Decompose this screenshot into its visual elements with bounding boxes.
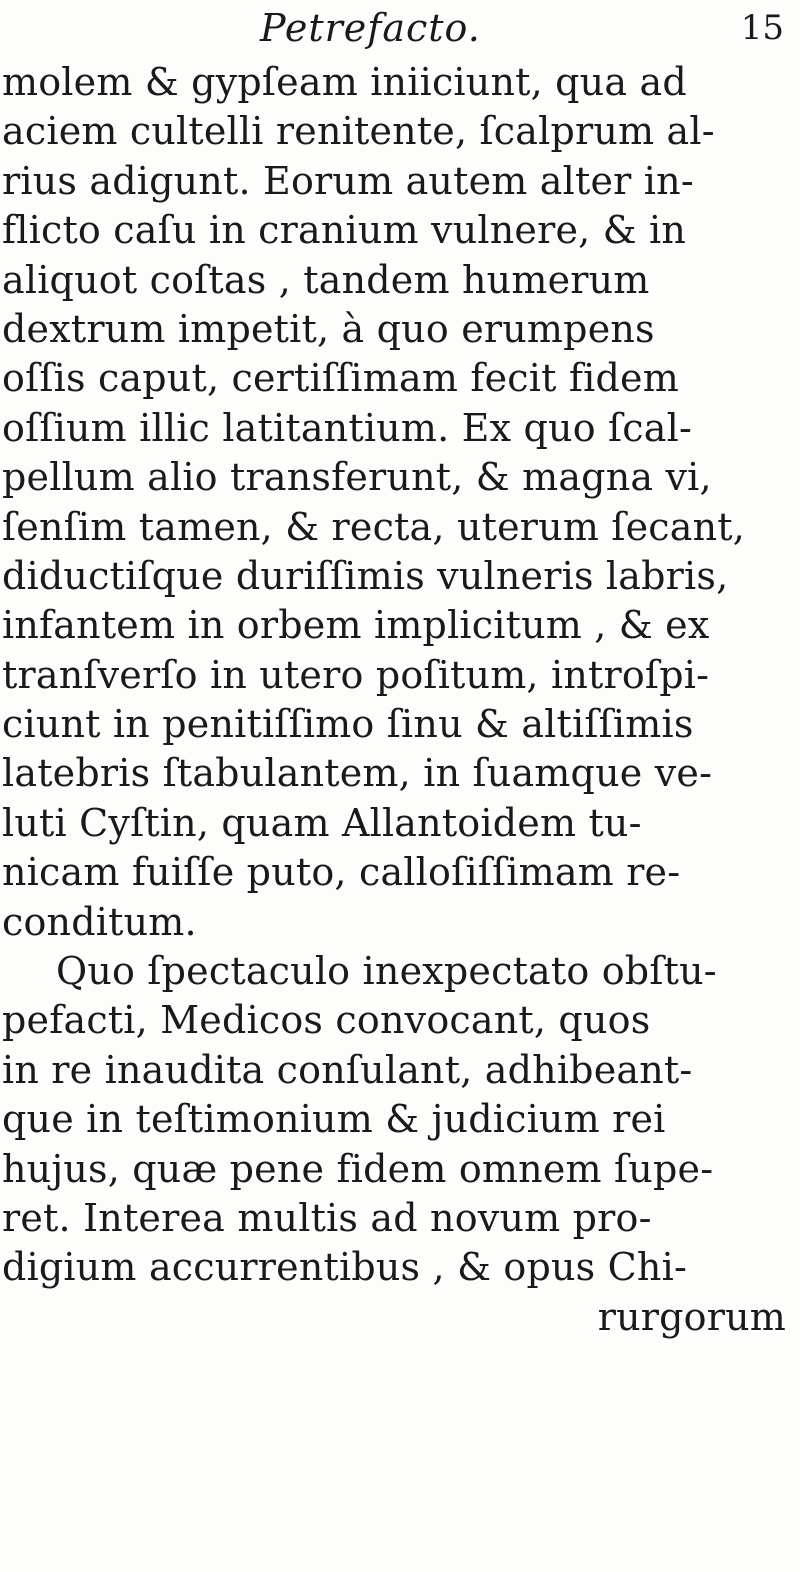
text-line: oſſis caput, certiſſimam fecit fidem bbox=[2, 356, 679, 401]
paragraph-start-line: Quo ſpectaculo inexpectato obſtu- bbox=[56, 949, 717, 994]
text-line: pellum alio transferunt, & magna vi, bbox=[2, 455, 712, 500]
text-line: rius adigunt. Eorum autem alter in- bbox=[2, 158, 694, 203]
text-line: molem & gypſeam iniiciunt, qua ad bbox=[2, 60, 687, 104]
text-line: ret. Interea multis ad novum pro- bbox=[2, 1195, 652, 1240]
text-line: nicam fuiſſe puto, calloſiſſimam re- bbox=[2, 850, 681, 895]
running-head bbox=[0, 6, 800, 54]
text-line: tranſverſo in utero poſitum, introſpi- bbox=[2, 652, 710, 697]
text-line: pefacti, Medicos convocant, quos bbox=[2, 998, 651, 1043]
text-line: conditum. bbox=[2, 899, 197, 944]
body-text bbox=[0, 58, 800, 1342]
text-line: hujus, quæ pene fidem omnem ſupe- bbox=[2, 1146, 714, 1191]
text-line: dextrum impetit, à quo erumpens bbox=[2, 306, 655, 351]
text-line: flicto caſu in cranium vulnere, & in bbox=[2, 208, 687, 253]
text-line: aliquot coſtas , tandem humerum bbox=[2, 257, 650, 302]
text-line: que in teſtimonium & judicium rei bbox=[2, 1097, 666, 1142]
text-line: infantem in orbem implicitum , & ex bbox=[2, 603, 710, 648]
text-line: oſſium illic latitantium. Ex quo ſcal- bbox=[2, 405, 693, 450]
catchword: rurgorum bbox=[597, 1294, 786, 1339]
text-line: digium accurrentibus , & opus Chi- bbox=[2, 1245, 687, 1290]
text-line: luti Cyſtin, quam Allantoidem tu- bbox=[2, 800, 642, 845]
running-title: Petrefacto. bbox=[260, 6, 481, 50]
page-number: 15 bbox=[740, 8, 784, 48]
text-line: ſenſim tamen, & recta, uterum ſecant, bbox=[2, 504, 746, 549]
text-line: in re inaudita conſulant, adhibeant- bbox=[2, 1047, 693, 1092]
text-line: aciem cultelli renitente, ſcalprum al- bbox=[2, 109, 715, 154]
text-line: latebris ſtabulantem, in ſuamque ve- bbox=[2, 751, 713, 796]
text-line: diductiſque duriſſimis vulneris labris, bbox=[2, 553, 729, 598]
text-line: ciunt in penitiſſimo ſinu & altiſſimis bbox=[2, 702, 694, 747]
